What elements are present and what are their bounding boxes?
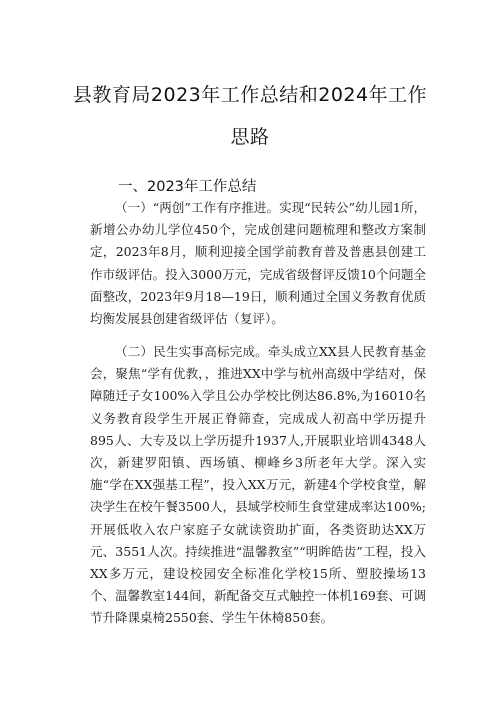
paragraph-two-creations: （一）“两创”工作有序推进。实现“民转公”幼儿园1所，新增公办幼儿学位450个，完成创建问题梳理和整改方案制定，2023年8月，顺利迎接全国学前教育普及普惠县创建工作市级评估。投入3000万元，完成省级督评反馈10个问题全面整改，2023年9月18—19日，顺利通过全国义务教育优质均衡发展县创建省级评估（复评）。 <box>90 200 426 327</box>
paragraph-livelihood-projects: （二）民生实事高标完成。牵头成立XX县人民教育基金会，聚焦“学有优教，，推进XX中学与杭州高级中学结对，保障随迁子女100%入学且公办学校比例达86.8%,为16010名义务教育段学生开展正脊筛查，完成成人初高中学历提升895人、大专及以上学历提升1937人,开展职业培训4348人次，新建罗阳镇、西场镇、柳峰乡3所老年大学。深入实施“学在XX强基工程”，投入XX万元，新建4个学校食堂，解决学生在校午餐3500人，县域学校师生食堂建成率达100%;开展低收入农户家庭子女就读资助扩面，各类资助达XX万元、3551人次。持续推进“温馨教室”“明眸皓齿”工程，投入XX多万元，建设校园安全标准化学校15所、塑胶操场13个、温馨教室144间，新配备交互式触控一体机169套、可调节升降课桌椅2550套、学生午休椅850套。 <box>90 344 426 626</box>
document-title-continued: 思路 <box>230 126 270 148</box>
document-title: 县教育局2023年工作总结和2024年工作 <box>72 84 428 106</box>
section-heading: 一、2023年工作总结 <box>118 179 257 195</box>
